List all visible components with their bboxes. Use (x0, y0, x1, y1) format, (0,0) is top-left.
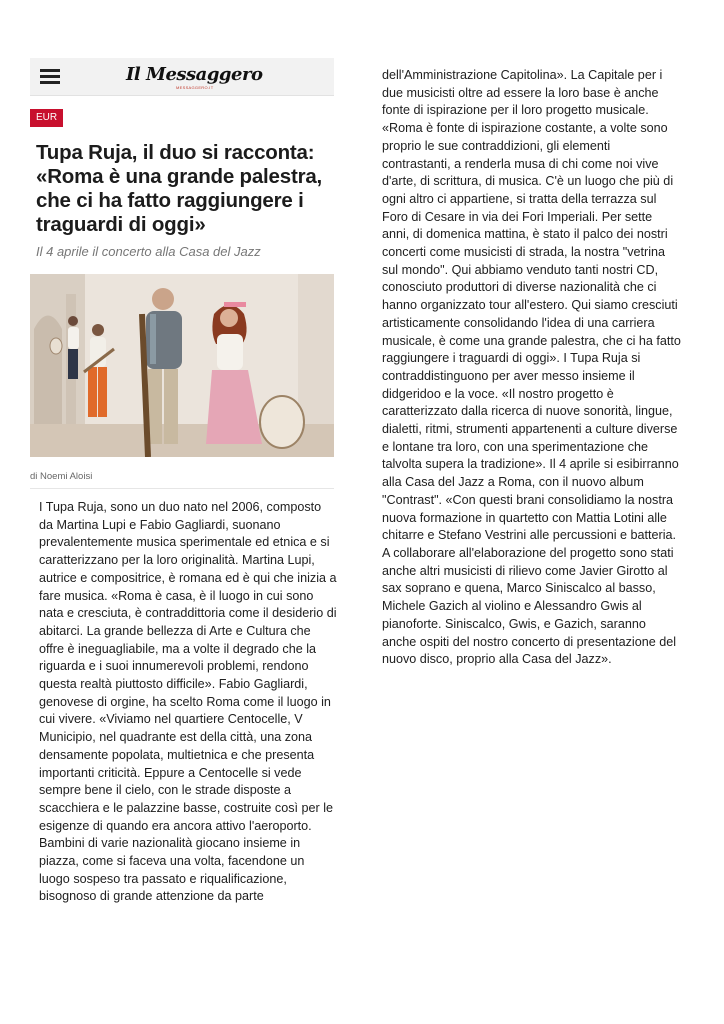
article-body-left (39, 499, 337, 906)
byline-divider (30, 488, 334, 489)
site-logo[interactable]: Il Messaggero (126, 64, 263, 85)
article-title: Tupa Ruja, il duo si racconta: «Roma è una grande palestra, che ci ha fatto raggiungere i traguardi di oggi» (36, 141, 323, 236)
article-subtitle: Il 4 aprile il concerto alla Casa del Jazz (36, 244, 261, 259)
article-body-right (382, 67, 682, 669)
left-column (30, 58, 337, 906)
right-column (382, 67, 686, 669)
body-paragraph-left: I Tupa Ruja, sono un duo nato nel 2006, composto da Martina Lupi e Fabio Gagliardi, suonano prevalentemente musica sperimentale ed etnica e si caratterizzano per la loro originalità. Martina Lupi, autrice e compositrice, è romana ed è qui che inizia a fare musica. «Roma è casa, è il luogo in cui sono nata e cresciuta, è contraddittoria come il desiderio di abitarci. La grande bellezza di Arte e Cultura che offre è ineguagliabile, ma a volte il degrado che la riguarda e i suoi innumerevoli problemi, rendono questa realtà piuttosto difficile». Fabio Gagliardi, genovese di orgine, ha scelto Roma come il luogo in cui vivere. «Viviamo nel quartiere Centocelle, V Municipio, nel quadrante est della città, una zona densamente popolata, multietnica e che presenta importanti criticità. Eppure a Centocelle si vede sempre bene il cielo, con le strade disposte a scacchiera e le palazzine basse, costruite così per le esigenze di quando era ancora attivo l'aeroporto. Bambini di varie nazionalità giocano insieme in piazza, come si faceva una volta, facendone un luogo sospeso tra passato e riqualificazione, bisognoso di grande attenzione da parte (39, 500, 337, 904)
article-byline: di Noemi Aloisi (30, 471, 93, 482)
site-logo-subtitle: MESSAGGERO.IT (176, 85, 214, 90)
section-tag[interactable]: EUR (30, 109, 63, 127)
musicians-photo-illustration (30, 274, 334, 457)
body-paragraph-right: dell'Amministrazione Capitolina». La Capitale per i due musicisti oltre ad essere la loro base è anche fonte di ispirazione per il loro progetto musicale. «Roma è fonte di ispirazione costante, a volte sono proprio le sue contraddizioni, gli elementi contrastanti, a renderla musa di chi come noi vive d'arte, di scrittura, di musica. C'è un luogo che più di ogni altro ci appartiene, si tratta della terrazza sul Foro di Cesare in via dei Fori Imperiali. Per sette anni, di domenica mattina, è stato il palco dei nostri concerti come musicisti di strada, la nostra "vetrina sul mondo". Qui abbiamo venduto tanti nostri CD, conosciuto produttori di diverse nazionalità che ci hanno organizzato tour all'estero. Qui siamo cresciuti artisticamente consolidando l'idea di una carriera musicale, è come una grande palestra, che ci ha fatto raggiungere i traguardi di oggi». I Tupa Ruja si contraddistinguono per aver messo insieme il didgeridoo e la voce. «Il nostro progetto è caratterizzato dalla ricerca di nuove sonorità, lingue, dialetti, ritmi, strumenti appartenenti a culture diverse e lontane tra loro, con una sperimentazione che talvolta supera la tradizione». Il 4 aprile si esibirranno alla Casa del Jazz a Roma, con il nuovo album "Contrast". «Con questi brani consolidiamo la nostra nuova formazione in quartetto con Mattia Lotini alle chitarre e Stefano Vestrini alle percussioni e batteria. A collaborare all'elaborazione del progetto sono stati anche altri musicisti di rilievo come Javier Girotto al sax soprano e quena, Marco Siniscalco al basso, Michele Gazich al violino e Alessandro Gwis al pianoforte. Siniscalco, Gwis, e Gazich, saranno anche ospiti del nostro concerto di presentazione del nuovo disco, proprio alla Casa del Jazz». (382, 68, 681, 667)
site-header (30, 58, 334, 96)
article-photo (30, 274, 334, 457)
hamburger-menu-icon[interactable] (40, 69, 60, 85)
